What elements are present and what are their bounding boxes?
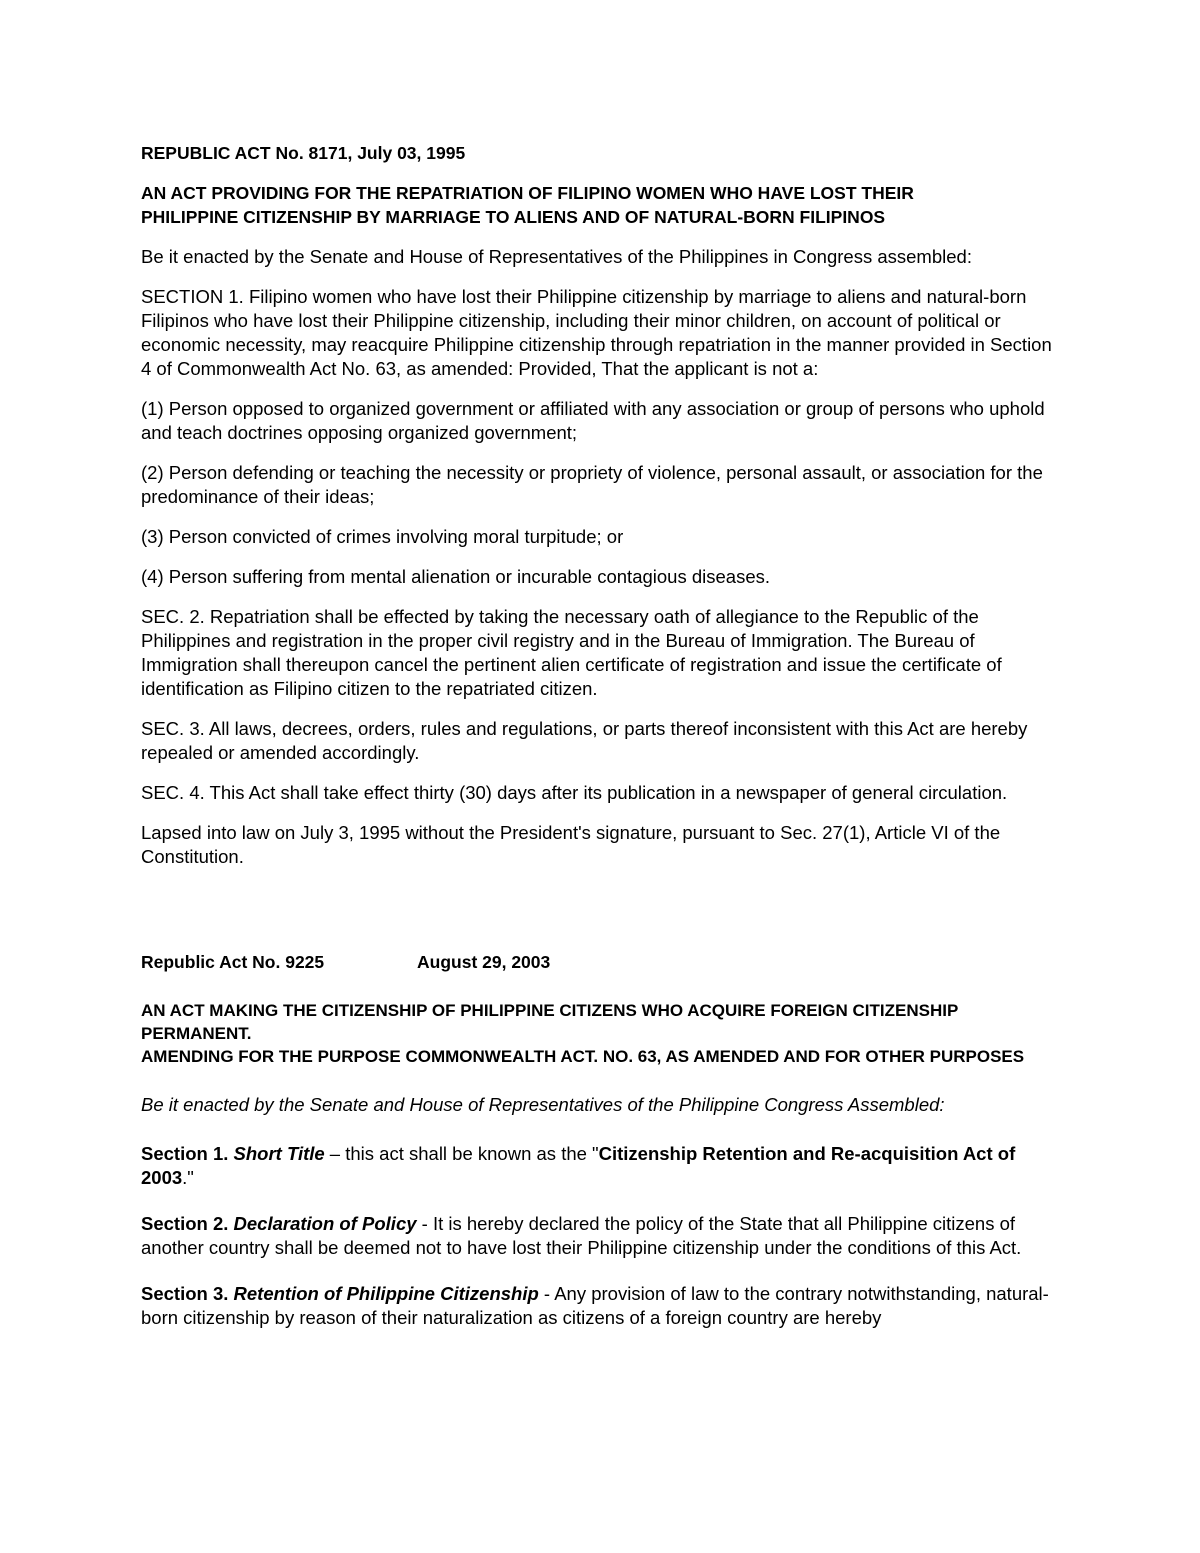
ra9225-section-1: [141, 1142, 1066, 1190]
ra9225-enacting-clause: Be it enacted by the Senate and House of Representatives of the Philippine Congress Assembled:: [141, 1094, 945, 1115]
ra8171-enacting-clause: Be it enacted by the Senate and House of Representatives of the Philippines in Congress assembled:: [141, 246, 972, 267]
ra9225-s2-label: Section 2.: [141, 1213, 229, 1234]
ra9225-title: [141, 999, 1066, 1068]
ra8171-heading: REPUBLIC ACT No. 8171, July 03, 1995: [141, 143, 466, 163]
ra8171-lapsed-note: Lapsed into law on July 3, 1995 without the President's signature, pursuant to Sec. 27(1), Article VI of the Constitution.: [141, 822, 1001, 867]
document-page: [141, 141, 1066, 1330]
ra9225-s2-text: - It is hereby declared the policy of the State that all Philippine citizens of another country shall be deemed not to have lost their Philippine citizenship under the conditions of this Act.: [141, 1213, 1022, 1258]
ra8171-section-2: SEC. 2. Repatriation shall be effected by taking the necessary oath of allegiance to the Republic of the Philippines and registration in the proper civil registry and in the Bureau of Immigration. The Bureau of Immigration shall thereupon cancel the pertinent alien certificate of registration and issue the certificate of identification as Filipino citizen to the repatriated citizen.: [141, 606, 1002, 699]
ra9225-date: August 29, 2003: [417, 952, 551, 972]
ra9225-s1-title: Short Title: [233, 1143, 325, 1164]
ra8171-title-line1: AN ACT PROVIDING FOR THE REPATRIATION OF FILIPINO WOMEN WHO HAVE LOST THEIR: [141, 183, 914, 203]
ra8171-title-line2: PHILIPPINE CITIZENSHIP BY MARRIAGE TO ALIENS AND OF NATURAL-BORN FILIPINOS: [141, 207, 886, 227]
ra8171-section-3: SEC. 3. All laws, decrees, orders, rules and regulations, or parts thereof inconsistent with this Act are hereby repealed or amended accordingly.: [141, 718, 1028, 763]
ra9225-title-1: AN ACT MAKING THE CITIZENSHIP OF PHILIPPINE CITIZENS WHO ACQUIRE FOREIGN CITIZENSHIP PERMANENT.: [141, 1001, 958, 1043]
ra8171-section-4: SEC. 4. This Act shall take effect thirty (30) days after its publication in a newspaper of general circulation.: [141, 782, 1008, 803]
ra8171-section-1: SECTION 1. Filipino women who have lost their Philippine citizenship by marriage to aliens and natural-born Filipinos who have lost their Philippine citizenship, including their minor children, on account of political or economic necessity, may reacquire Philippine citizenship through repatriation in the manner provided in Section 4 of Commonwealth Act No. 63, as amended: Provided, That the applicant is not a:: [141, 286, 1052, 379]
ra9225-number: Republic Act No. 9225: [141, 952, 325, 972]
ra9225-s1-label: Section 1.: [141, 1143, 229, 1164]
ra9225-s3-title: Retention of Philippine Citizenship: [233, 1283, 539, 1304]
ra9225-s3-label: Section 3.: [141, 1283, 229, 1304]
ra8171-item-2: (2) Person defending or teaching the necessity or propriety of violence, personal assault, or association for the predominance of their ideas;: [141, 462, 1043, 507]
ra9225-s1-text-a: – this act shall be known as the ": [324, 1143, 599, 1164]
ra9225-section-2: [141, 1212, 1066, 1260]
ra9225-section-3: [141, 1282, 1066, 1330]
ra8171-item-1: (1) Person opposed to organized government or affiliated with any association or group of persons who uphold and teach doctrines opposing organized government;: [141, 398, 1045, 443]
ra8171-item-3: (3) Person convicted of crimes involving moral turpitude; or: [141, 526, 624, 547]
ra9225-s2-title: Declaration of Policy: [233, 1213, 417, 1234]
ra8171-item-4: (4) Person suffering from mental alienation or incurable contagious diseases.: [141, 566, 770, 587]
ra9225-title-2: AMENDING FOR THE PURPOSE COMMONWEALTH ACT. NO. 63, AS AMENDED AND FOR OTHER PURPOSES: [141, 1047, 1025, 1066]
ra9225-s3-text: - Any provision of law to the contrary notwithstanding, natural-born citizenship by reason of their naturalization as citizens of a foreign country are hereby: [141, 1283, 1049, 1328]
ra9225-s1-text-b: .": [182, 1167, 194, 1188]
ra9225-heading: [141, 950, 1066, 974]
ra8171-title: [141, 181, 1066, 229]
ra9225-s1-act-name: Citizenship Retention and Re-acquisition Act of 2003: [141, 1143, 1016, 1188]
